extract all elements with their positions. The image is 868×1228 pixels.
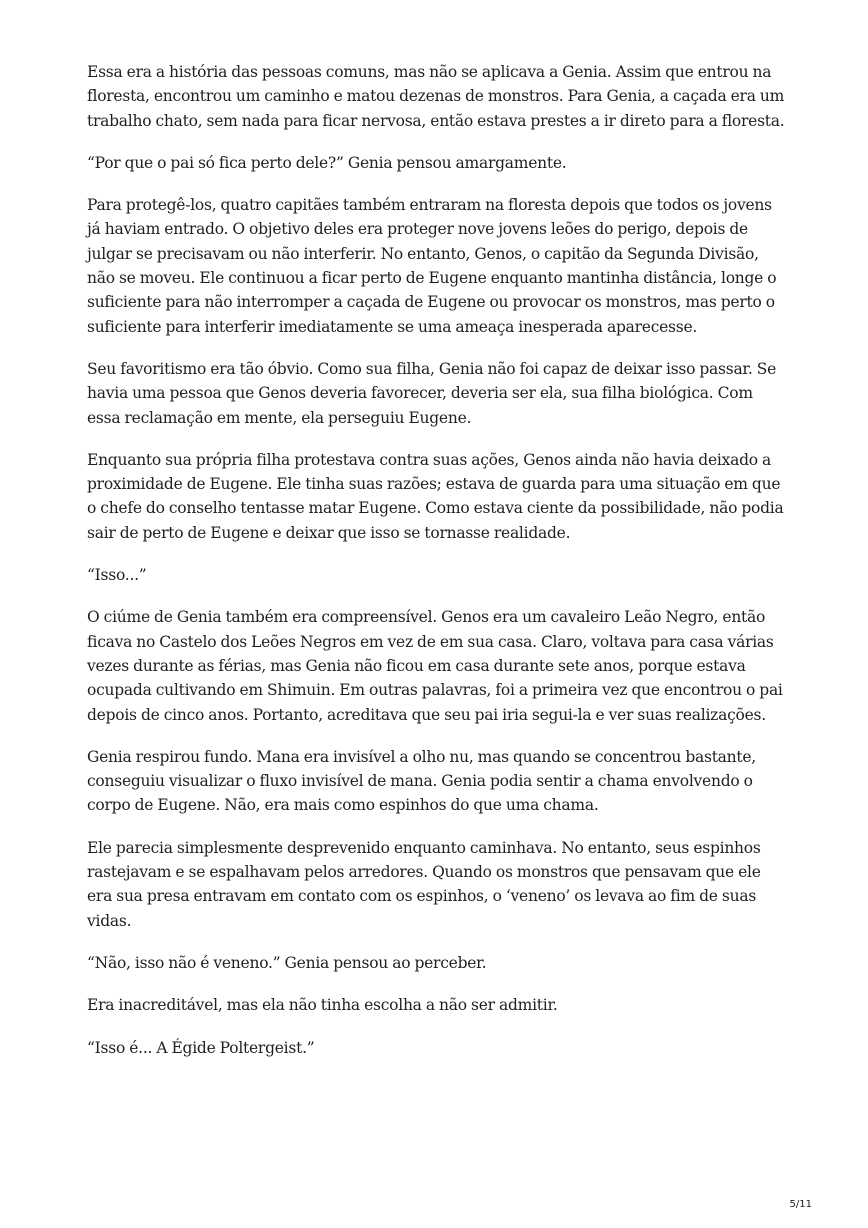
paragraph: Essa era a história das pessoas comuns, mas não se aplicava a Genia. Assim que entrou na floresta, encontrou um caminho e matou dezenas de monstros. Para Genia, a caçada era um trabalho chato, sem nada para ficar nervosa, então estava prestes a ir direto para a floresta.: [87, 63, 785, 130]
paragraph: “Por que o pai só fica perto dele?” Genia pensou amargamente.: [87, 153, 567, 172]
paragraph: “Isso é... A Égide Poltergeist.”: [87, 1038, 315, 1057]
paragraph: Genia respirou fundo. Mana era invisível a olho nu, mas quando se concentrou bastante, conseguiu visualizar o fluxo invisível de mana. Genia podia sentir a chama envolvendo o corpo de Eugene. Não, era mais como espinhos do que uma chama.: [87, 747, 756, 815]
paragraph: O ciúme de Genia também era compreensível. Genos era um cavaleiro Leão Negro, então ficava no Castelo dos Leões Negros em vez de em sua casa. Claro, voltava para casa várias vezes durante as férias, mas Genia não ficou em casa durante sete anos, porque estava ocupada cultivando em Shimuin. Em outras palavras, foi a primeira vez que encontrou o pai depois de cinco anos. Portanto, acreditava que seu pai iria segui-la e ver suas realizações.: [87, 608, 783, 724]
paragraph: Ele parecia simplesmente desprevenido enquanto caminhava. No entanto, seus espinhos rastejavam e se espalhavam pelos arredores. Quando os monstros que pensavam que ele era sua presa entravam em contato com os espinhos, o ‘veneno’ os levava ao fim de suas vidas.: [87, 838, 761, 930]
paragraph: “Não, isso não é veneno.” Genia pensou ao perceber.: [87, 953, 487, 972]
page-number: 5/11: [789, 1199, 812, 1210]
paragraph: Seu favoritismo era tão óbvio. Como sua filha, Genia não foi capaz de deixar isso passar. Se havia uma pessoa que Genos deveria favorecer, deveria ser ela, sua filha biológica. Com essa reclamação em mente, ela perseguiu Eugene.: [87, 359, 777, 427]
paragraph: “Isso...”: [87, 566, 147, 585]
paragraph: Para protegê-los, quatro capitães também entraram na floresta depois que todos os jovens já haviam entrado. O objetivo deles era proteger nove jovens leões do perigo, depois de julgar se precisavam ou não interferir. No entanto, Genos, o capitão da Segunda Divisão, não se moveu. Ele continuou a ficar perto de Eugene enquanto mantinha distância, longe o suficiente para não interromper a caçada de Eugene ou provocar os monstros, mas perto o suficiente para interferir imediatamente se uma ameaça inesperada aparecesse.: [87, 196, 777, 336]
paragraph: Era inacreditável, mas ela não tinha escolha a não ser admitir.: [87, 996, 558, 1015]
document-page: [87, 60, 787, 1078]
paragraph: Enquanto sua própria filha protestava contra suas ações, Genos ainda não havia deixado a proximidade de Eugene. Ele tinha suas razões; estava de guarda para uma situação em que o chefe do conselho tentasse matar Eugene. Como estava ciente da possibilidade, não podia sair de perto de Eugene e deixar que isso se tornasse realidade.: [87, 450, 784, 542]
